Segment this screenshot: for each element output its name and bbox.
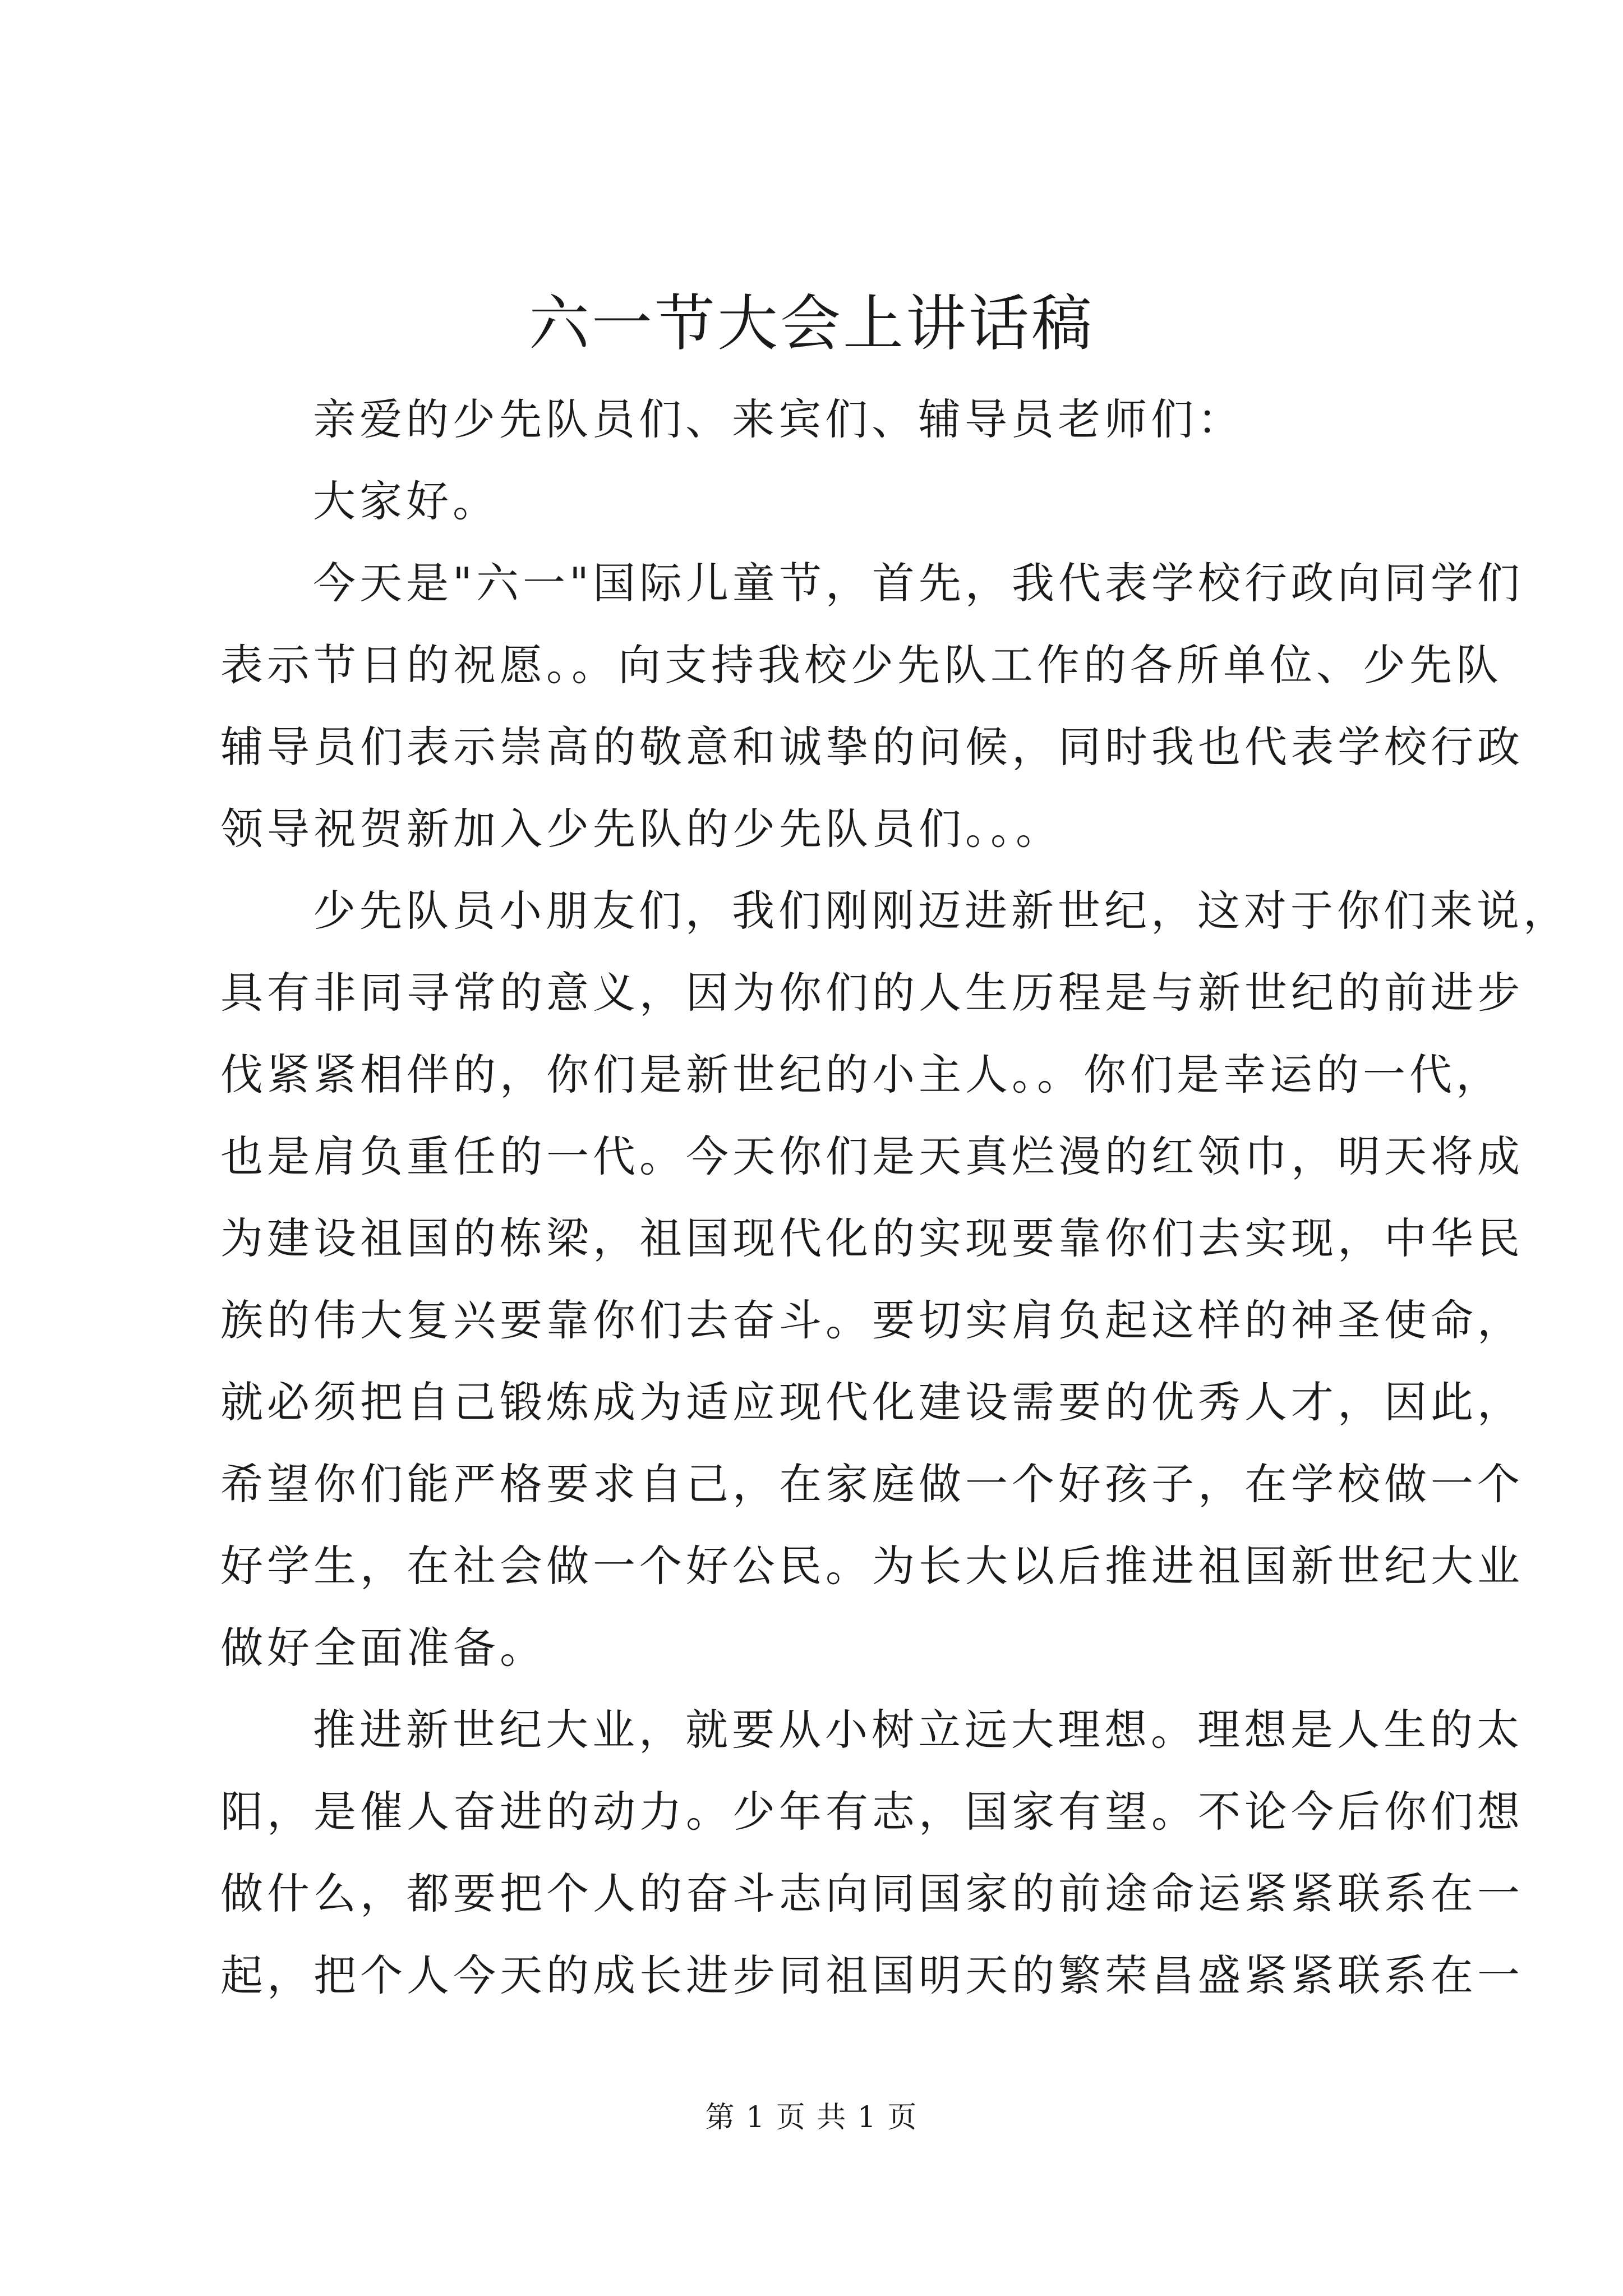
text-line: 做什么，都要把个人的奋斗志向同国家的前途命运紧紧联系在一	[220, 1869, 1524, 1918]
text-line: 也是肩负重任的一代。今天你们是天真烂漫的红领巾，明天将成	[220, 1131, 1524, 1181]
text-line: 推进新世纪大业，就要从小树立远大理想。理想是人生的太	[313, 1705, 1523, 1755]
text-line-greeting: 大家好。	[313, 476, 499, 526]
text-line: 族的伟大复兴要靠你们去奋斗。要切实肩负起这样的神圣使命，	[220, 1295, 1524, 1345]
text-line: 为建设祖国的栋梁，祖国现代化的实现要靠你们去实现，中华民	[220, 1213, 1524, 1263]
text-line: 阳，是催人奋进的动力。少年有志，国家有望。不论今后你们想	[220, 1787, 1524, 1837]
text-line: 就必须把自己锻炼成为适应现代化建设需要的优秀人才，因此，	[220, 1377, 1524, 1427]
text-line: 做好全面准备。	[220, 1623, 546, 1673]
text-line: 今天是"六一"国际儿童节，首先，我代表学校行政向同学们	[313, 558, 1524, 608]
document-title: 六一节大会上讲话稿	[528, 289, 1094, 359]
text-line: 伐紧紧相伴的，你们是新世纪的小主人。。你们是幸运的一代，	[220, 1050, 1502, 1099]
text-line: 领导祝贺新加入少先队的少先队员们。。。	[220, 804, 1062, 854]
text-line: 希望你们能严格要求自己，在家庭做一个好孩子，在学校做一个	[220, 1459, 1524, 1509]
text-line: 起，把个人今天的成长进步同祖国明天的繁荣昌盛紧紧联系在一	[220, 1950, 1524, 2000]
text-line-salutation: 亲爱的少先队员们、来宾们、辅导员老师们：	[313, 394, 1244, 444]
page-footer: 第 1 页 共 1 页	[705, 2101, 918, 2134]
text-line: 好学生，在社会做一个好公民。为长大以后推进祖国新世纪大业	[220, 1541, 1524, 1591]
text-line: 少先队员小朋友们，我们刚刚迈进新世纪，这对于你们来说，	[313, 886, 1570, 936]
text-line: 辅导员们表示崇高的敬意和诚挚的问候，同时我也代表学校行政	[220, 722, 1524, 772]
document-body	[220, 379, 1570, 2017]
text-line: 表示节日的祝愿。。向支持我校少先队工作的各所单位、少先队	[220, 640, 1502, 690]
text-line: 具有非同寻常的意义，因为你们的人生历程是与新世纪的前进步	[220, 968, 1524, 1018]
